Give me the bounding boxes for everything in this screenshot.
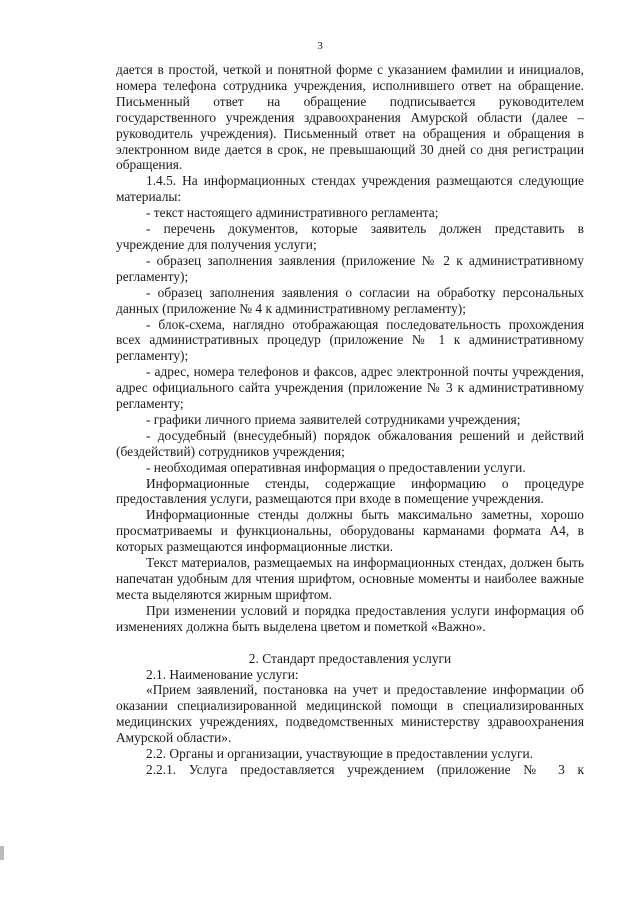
list-item-documents-list: - перечень документов, которые заявитель должен представить в учреждение для получения услуги; — [116, 221, 584, 252]
list-item-application-sample: - образец заполнения заявления (приложение № 2 к административному регламенту); — [116, 252, 584, 284]
list-item-appeal-procedure: - досудебный (внесудебный) порядок обжалования решений и действий (бездействий) сотрудников учреждения; — [116, 427, 584, 459]
paragraph-service-name: «Прием заявлений, постановка на учет и предоставление информации об оказании специализированной медицинской помощи в специализированных медицинских учреждениях, подведомственных министерству здравоохранения Амурской области». — [116, 682, 584, 746]
list-item-operational-info: - необходимая оперативная информация о предоставлении услуги. — [146, 459, 526, 475]
paragraph-stands-location: Информационные стенды, содержащие информацию о процедуре предоставления услуги, размещаются при входе в помещение учреждения. — [116, 475, 584, 507]
list-item-regulation-text: - текст настоящего административного регламента; — [146, 205, 439, 221]
paragraph-service-provider: 2.2.1. Услуга предоставляется учреждением (приложение № 3 к — [146, 761, 584, 777]
document-body — [116, 62, 584, 778]
paragraph-response-terms: дается в простой, четкой и понятной форме с указанием фамилии и инициалов, номера телефона сотрудника учреждения, исполнившего ответ на обращение. Письменный ответ на обращение подписывается руководителем государственного учреждения здравоохранения Амурской области (далее – руководитель учреждения). Письменный ответ на обращения и обращения в электронном виде дается в срок, не превышающий 30 дней со дня регистрации обращения. — [116, 62, 584, 173]
paragraph-info-stands-heading: 1.4.5. На информационных стендах учреждения размещаются следующие материалы: — [116, 173, 584, 205]
list-item-reception-schedule: - графики личного приема заявителей сотрудниками учреждения; — [146, 411, 521, 427]
section-heading-standard: 2. Стандарт предоставления услуги — [248, 650, 452, 666]
paragraph-participating-bodies: 2.2. Органы и организации, участвующие в предоставлении услуги. — [146, 746, 534, 762]
paragraph-service-name-heading: 2.1. Наименование услуги: — [146, 666, 299, 682]
paragraph-stands-requirements: Информационные стенды должны быть максимально заметны, хорошо просматриваемы и функциональны, оборудованы карманами формата А4, в которых размещаются информационные листки. — [116, 507, 584, 555]
list-item-flowchart: - блок-схема, наглядно отображающая последовательность прохождения всех административных процедур (приложение № 1 к административному регламенту); — [116, 316, 584, 364]
page-number: 3 — [317, 40, 323, 52]
list-item-contacts: - адрес, номера телефонов и факсов, адрес электронной почты учреждения, адрес официального сайта учреждения (приложение № 3 к административному регламенту; — [116, 364, 584, 412]
list-item-consent-sample: - образец заполнения заявления о согласии на обработку персональных данных (приложение № 4 к административному регламенту); — [116, 284, 584, 316]
scan-edge-mark — [0, 846, 4, 860]
paragraph-text-formatting: Текст материалов, размещаемых на информационных стендах, должен быть напечатан удобным для чтения шрифтом, основные моменты и наиболее важные места выделяются жирным шрифтом. — [116, 555, 584, 602]
paragraph-changes-marking: При изменении условий и порядка предоставления услуги информация об изменениях должна быть выделена цветом и пометкой «Важно». — [116, 602, 584, 634]
